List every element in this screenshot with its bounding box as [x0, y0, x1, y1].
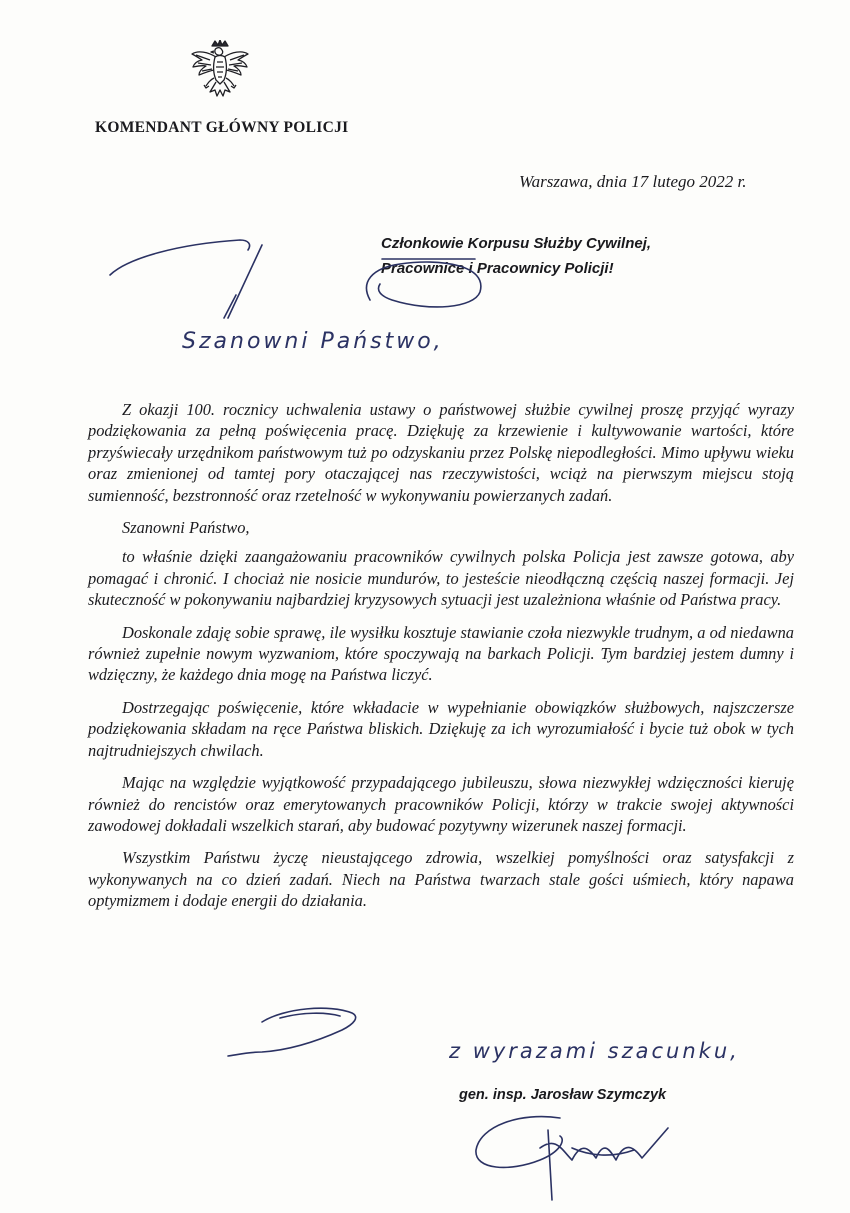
- salutation: Szanowni Państwo,: [122, 518, 250, 538]
- recipients-block: [381, 231, 651, 281]
- ink-scribble-bottom-line: [280, 1013, 340, 1018]
- paragraph-5: Mając na względzie wyjątkowość przypadającego jubileuszu, słowa niezwykłej wdzięczności kieruję również do rencistów oraz emerytowanych pracowników Policji, którzy w trakcie swojej aktywności zawodowej dokładali wszelkich starań, aby budować pozytywny wizerunek naszej formacji.: [88, 773, 794, 835]
- handwritten-closing-glyphs: z wyrazami szacunku,: [449, 1039, 740, 1063]
- paragraph-4: Dostrzegając poświęcenie, które wkładacie w wypełnianie obowiązków służbowych, najszczersze podziękowania składam na ręce Państwa bliskich. Dziękuję za ich wyrozumiałość i bycie tuż obok w tych najtrudniejszych chwilach.: [88, 697, 794, 760]
- signature-stroke-main: [540, 1128, 668, 1200]
- eagle-emblem-icon: [190, 40, 250, 102]
- handwritten-salutation-glyphs: Szanowni Państwo,: [182, 329, 444, 354]
- paragraph-6: Wszystkim Państwu życzę nieustającego zdrowia, wszelkiej pomyślności oraz satysfakcji z wykonywanych na co dzień zadań. Niech na Państwa twarzach stale gości uśmiech, który napawa optymizmem i dodaje energii do działania.: [88, 848, 794, 911]
- ink-scribble-bottom-left: [228, 1008, 356, 1056]
- place-and-date: Warszawa, dnia 17 lutego 2022 r.: [519, 172, 747, 191]
- ink-curve-top-left: [110, 240, 250, 275]
- paragraph-3: Doskonale zdaję sobie sprawę, ile wysiłku kosztuje stawianie czoła niezwykle trudnym, a od niedawna również zupełnie nowym wyzwaniom, które spoczywają na barkach Policji. Tym bardziej jestem dumny i wdzięczny, że każdego dnia mogę na Państwa liczyć.: [88, 622, 794, 685]
- signature-stroke-underline: [572, 1148, 634, 1155]
- paragraph-2: to właśnie dzięki zaangażowaniu pracowników cywilnych polska Policja jest zawsze gotowa, aby pomagać i chronić. I chociaż nie nosicie mundurów, to jesteście nieodłączną częścią naszej formacji. Jej skuteczność w pokonywaniu najbardziej kryzysowych sytuacji jest uzależniona właśnie od Państwa pracy.: [88, 547, 794, 610]
- recipients-line-2: Pracownice i Pracownicy Policji!: [381, 260, 614, 277]
- signature-stroke-loop: [476, 1117, 562, 1168]
- issuer-heading: KOMENDANT GŁÓWNY POLICJI: [95, 119, 349, 136]
- ink-slash-top: [228, 245, 262, 318]
- recipients-line-1: Członkowie Korpusu Służby Cywilnej,: [381, 235, 652, 252]
- letter-body: [88, 399, 794, 923]
- ink-slash-2: [224, 295, 236, 318]
- signer-name: gen. insp. Jarosław Szymczyk: [459, 1087, 667, 1103]
- paragraph-1: Z okazji 100. rocznicy uchwalenia ustawy o państwowej służbie cywilnej proszę przyjąć wyrazy podziękowania za pełną poświęcenia pracę. Dziękuję za krzewienie i kultywowanie wartości, które przyświecały urzędnikom państwowym tuż po odzyskaniu przez Polskę niepodległości. Mimo upływu wieku oraz zmienionej od tamtej pory otaczającej nas rzeczywistości, wciąż na pierwszym miejscu stoją sumienność, bezstronność oraz rzetelność w wykonywaniu powierzanych zadań.: [88, 400, 794, 505]
